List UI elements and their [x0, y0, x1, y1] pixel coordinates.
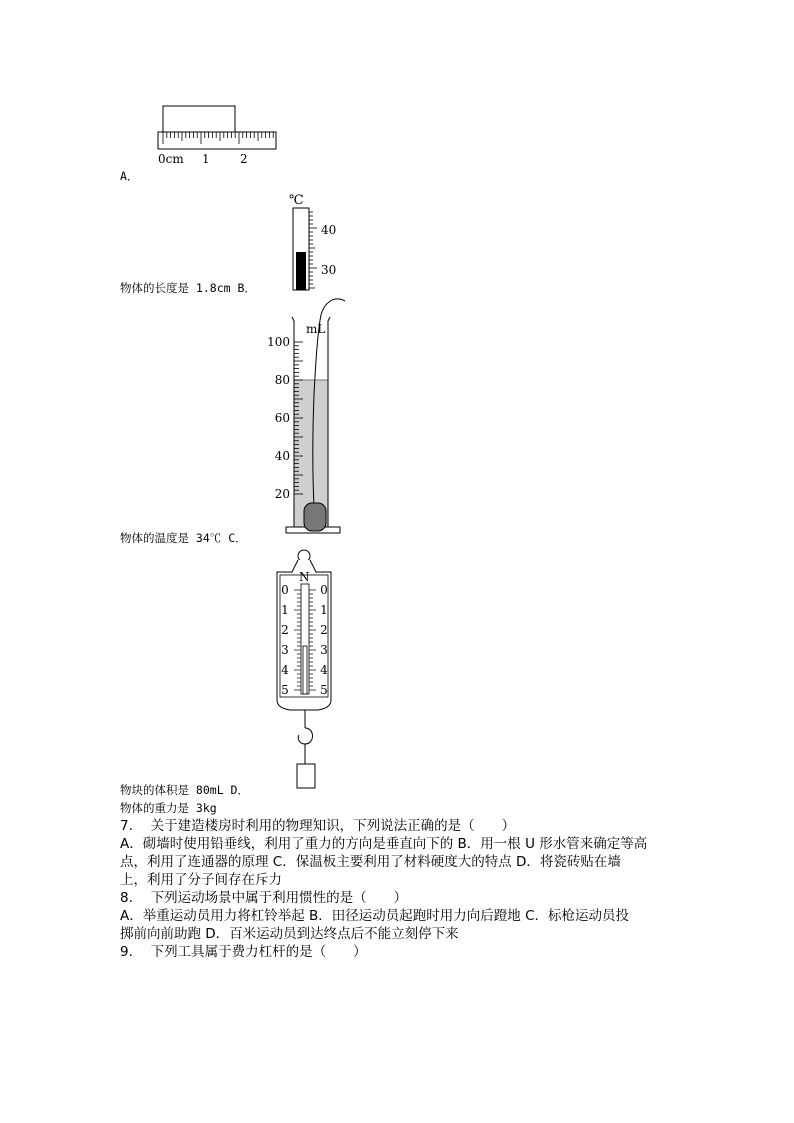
cylinder-unit: mL: [306, 322, 326, 336]
question-8-stem: 8. 下列运动场景中属于利用惯性的是（ ）: [120, 890, 408, 906]
scale-label-right: 4: [320, 663, 328, 677]
thermometer-ticks: [309, 212, 317, 288]
hanging-weight: [297, 764, 315, 788]
scale-label-right: 3: [320, 643, 328, 657]
question-7-line-2: 点，利用了连通器的原理 C．保温板主要利用了材料硬度大的特点 D．将瓷砖贴在墙: [120, 854, 621, 870]
cylinder-label: 100: [267, 335, 290, 349]
thermometer-label-30: 30: [321, 263, 337, 277]
scale-label-left: 1: [281, 603, 289, 617]
cylinder-label: 80: [274, 373, 290, 387]
scale-label-right: 1: [320, 603, 328, 617]
option-b-text: 物体的温度是 34℃ C．: [120, 531, 247, 545]
option-a-label: A．: [120, 169, 139, 183]
scale-label-left: 3: [281, 643, 289, 657]
stone: [304, 503, 326, 531]
question-9-stem: 9. 下列工具属于费力杠杆的是（ ）: [120, 944, 367, 960]
cylinder-label: 40: [274, 449, 290, 463]
cylinder-figure: [268, 295, 353, 540]
question-8-line-1: A．举重运动员用力将杠铃举起 B．田径运动员起跑时用力向后蹬地 C．标枪运动员投: [120, 908, 630, 924]
measured-block: [163, 106, 235, 132]
ruler-label-2: 2: [240, 152, 248, 166]
thermometer-figure: [280, 190, 350, 295]
cylinder-labels: [267, 335, 290, 501]
thermometer-label-40: 40: [321, 223, 337, 237]
cylinder-label: 20: [274, 487, 290, 501]
scale-label-right: 0: [320, 583, 328, 597]
option-a-text: 物体的长度是 1.8cm B．: [120, 281, 256, 295]
scale-unit: N: [299, 570, 310, 584]
cylinder-label: 60: [274, 411, 290, 425]
question-8-line-2: 掷前向前助跑 D．百米运动员到达终点后不能立刻停下来: [120, 926, 459, 942]
option-c-text: 物块的体积是 80mL D．: [120, 783, 249, 797]
scale-indicator: [303, 646, 307, 694]
spring-scale-figure: [270, 546, 340, 791]
question-7-line-3: 上，利用了分子间存在斥力: [120, 872, 282, 888]
ruler-label-1: 1: [202, 152, 210, 166]
scale-label-left: 2: [281, 623, 289, 637]
scale-label-left: 4: [281, 663, 289, 677]
scale-label-left: 5: [281, 683, 289, 697]
scale-hook: [298, 728, 312, 744]
question-7-line-1: A．砌墙时使用铅垂线，利用了重力的方向是垂直向下的 B．用一根 U 形水管来确定等高: [120, 836, 648, 852]
scale-label-left: 0: [281, 583, 289, 597]
ruler-figure: [150, 100, 285, 170]
scale-label-right: 5: [320, 683, 328, 697]
thermometer-unit: ℃: [289, 193, 304, 208]
option-d-text: 物体的重力是 3kg: [120, 801, 217, 815]
ruler-label-0: 0cm: [158, 152, 184, 166]
scale-label-right: 2: [320, 623, 328, 637]
mercury-column: [296, 252, 306, 290]
question-7-stem: 7. 关于建造楼房时利用的物理知识，下列说法正确的是（ ）: [120, 818, 516, 834]
